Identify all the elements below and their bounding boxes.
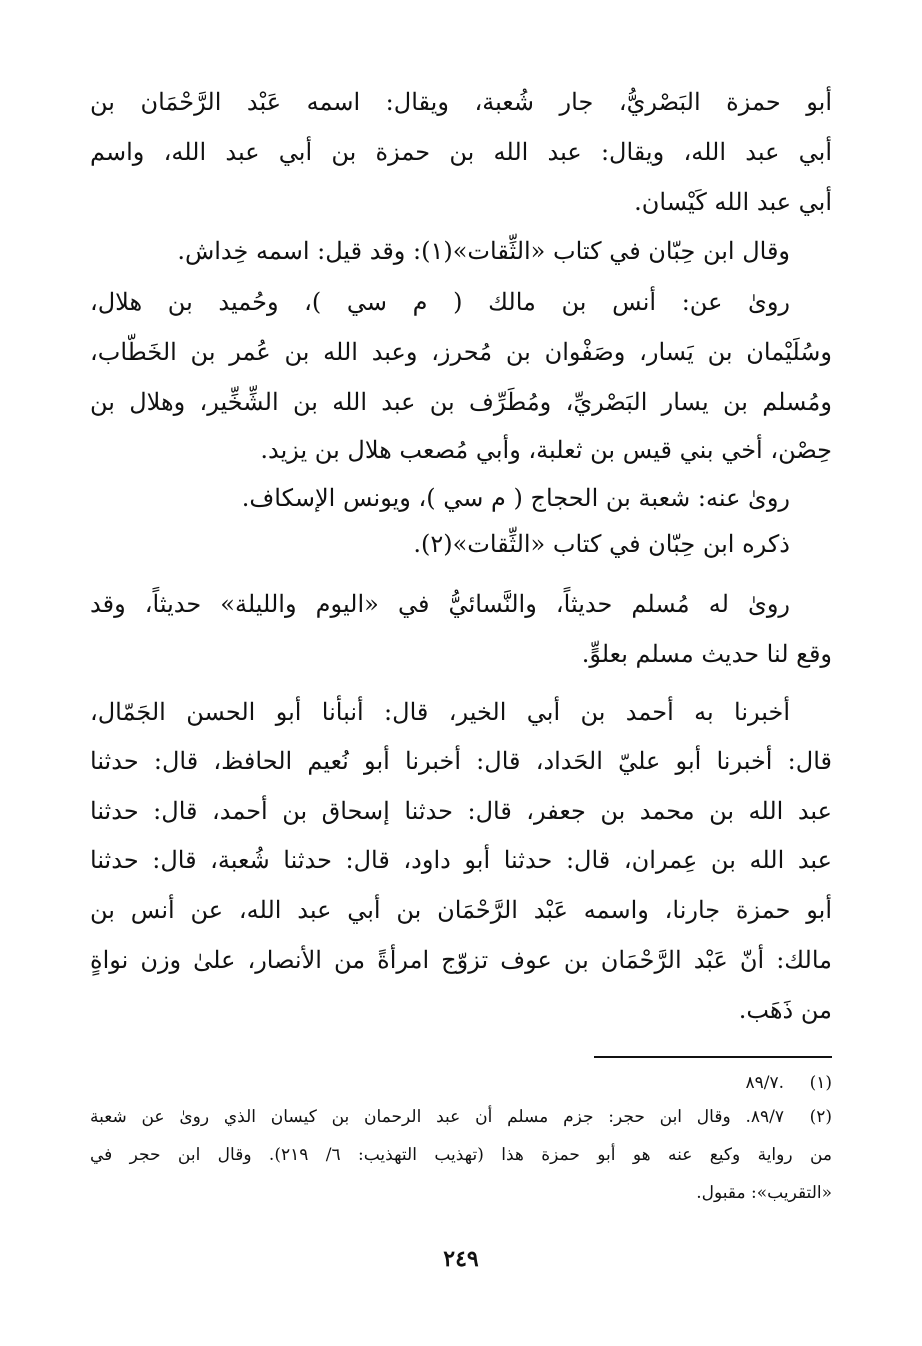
text-line: وقع لنا حديث مسلم بعلوٍّ. <box>581 640 832 668</box>
text-line: أبو حمزة البَصْريُّ، جار شُعبة، ويقال: اسمه عَبْد الرَّحْمَان بن <box>90 88 832 116</box>
footnote-2 <box>90 1102 832 1133</box>
text-line: أخبرنا به أحمد بن أبي الخير، قال: أنبأنا أبو الحسن الجَمّال، <box>90 698 790 726</box>
text-line: ومُسلم بن يسار البَصْريِّ، ومُطَرِّف بن عبد الله بن الشِّخِّير، وهلال بن <box>90 388 832 416</box>
text-line: من ذَهَب. <box>738 996 832 1024</box>
text-line: أبي عبد الله، ويقال: عبد الله بن حمزة بن أبي عبد الله، واسم <box>90 138 832 166</box>
footnote-number: (١) <box>809 1073 832 1093</box>
text-line: عبد الله بن محمد بن جعفر، قال: حدثنا إسحاق بن أحمد، قال: حدثنا <box>90 797 832 825</box>
text-line: روىٰ عنه: شعبة بن الحجاج ( م سي )، ويونس الإسكاف. <box>241 484 790 512</box>
footnote-number: (٢) <box>809 1107 832 1127</box>
text-line: مالك: أنّ عَبْد الرَّحْمَان بن عوف تزوّج امرأةً من الأنصار، علىٰ وزن نواةٍ <box>90 946 832 974</box>
text-line: حِصْن، أخي بني قيس بن ثعلبة، وأبي مُصعب هلال بن يزيد. <box>260 436 832 464</box>
text-line: روىٰ عن: أنس بن مالك ( م سي )، وحُميد بن هلال، <box>90 288 790 316</box>
page-number: ٢٤٩ <box>443 1246 479 1272</box>
text-line: قال: أخبرنا أبو عليّ الحَداد، قال: أخبرنا أبو نُعيم الحافظ، قال: حدثنا <box>90 747 832 775</box>
text-line: وقال ابن حِبّان في كتاب «الثِّقات»(١): وقد قيل: اسمه خِداش. <box>177 237 790 265</box>
footnote-text: ٨٩/٧. وقال ابن حجر: جزم مسلم أن عبد الرحمان بن كيسان الذي روىٰ عن شعبة <box>90 1107 784 1127</box>
text-line: وسُلَيْمان بن يَسار، وصَفْوان بن مُحرز، وعبد الله بن عُمر بن الخَطّاب، <box>90 338 832 366</box>
footnote-2-line: من رواية وكيع عنه هو أبو حمزة هذا (تهذيب التهذيب: ٦/ ٢١٩). وقال ابن حجر في <box>90 1145 832 1165</box>
text-line: عبد الله بن عِمران، قال: حدثنا أبو داود، قال: حدثنا شُعبة، قال: حدثنا <box>90 846 832 874</box>
text-line: ذكره ابن حِبّان في كتاب «الثِّقات»(٢). <box>413 530 790 558</box>
footnote-divider <box>594 1056 832 1058</box>
text-line: أبو حمزة جارنا، واسمه عَبْد الرَّحْمَان بن أبي عبد الله، عن أنس بن <box>90 896 832 924</box>
footnote-text: .٨٩/٧ <box>745 1073 784 1093</box>
text-line: روىٰ له مُسلم حديثاً، والنَّسائيُّ في «اليوم والليلة» حديثاً، وقد <box>90 590 790 618</box>
footnote-2-line: «التقريب»: مقبول. <box>696 1183 832 1203</box>
footnote-1 <box>90 1068 832 1099</box>
text-line: أبي عبد الله كَيْسان. <box>634 188 832 216</box>
